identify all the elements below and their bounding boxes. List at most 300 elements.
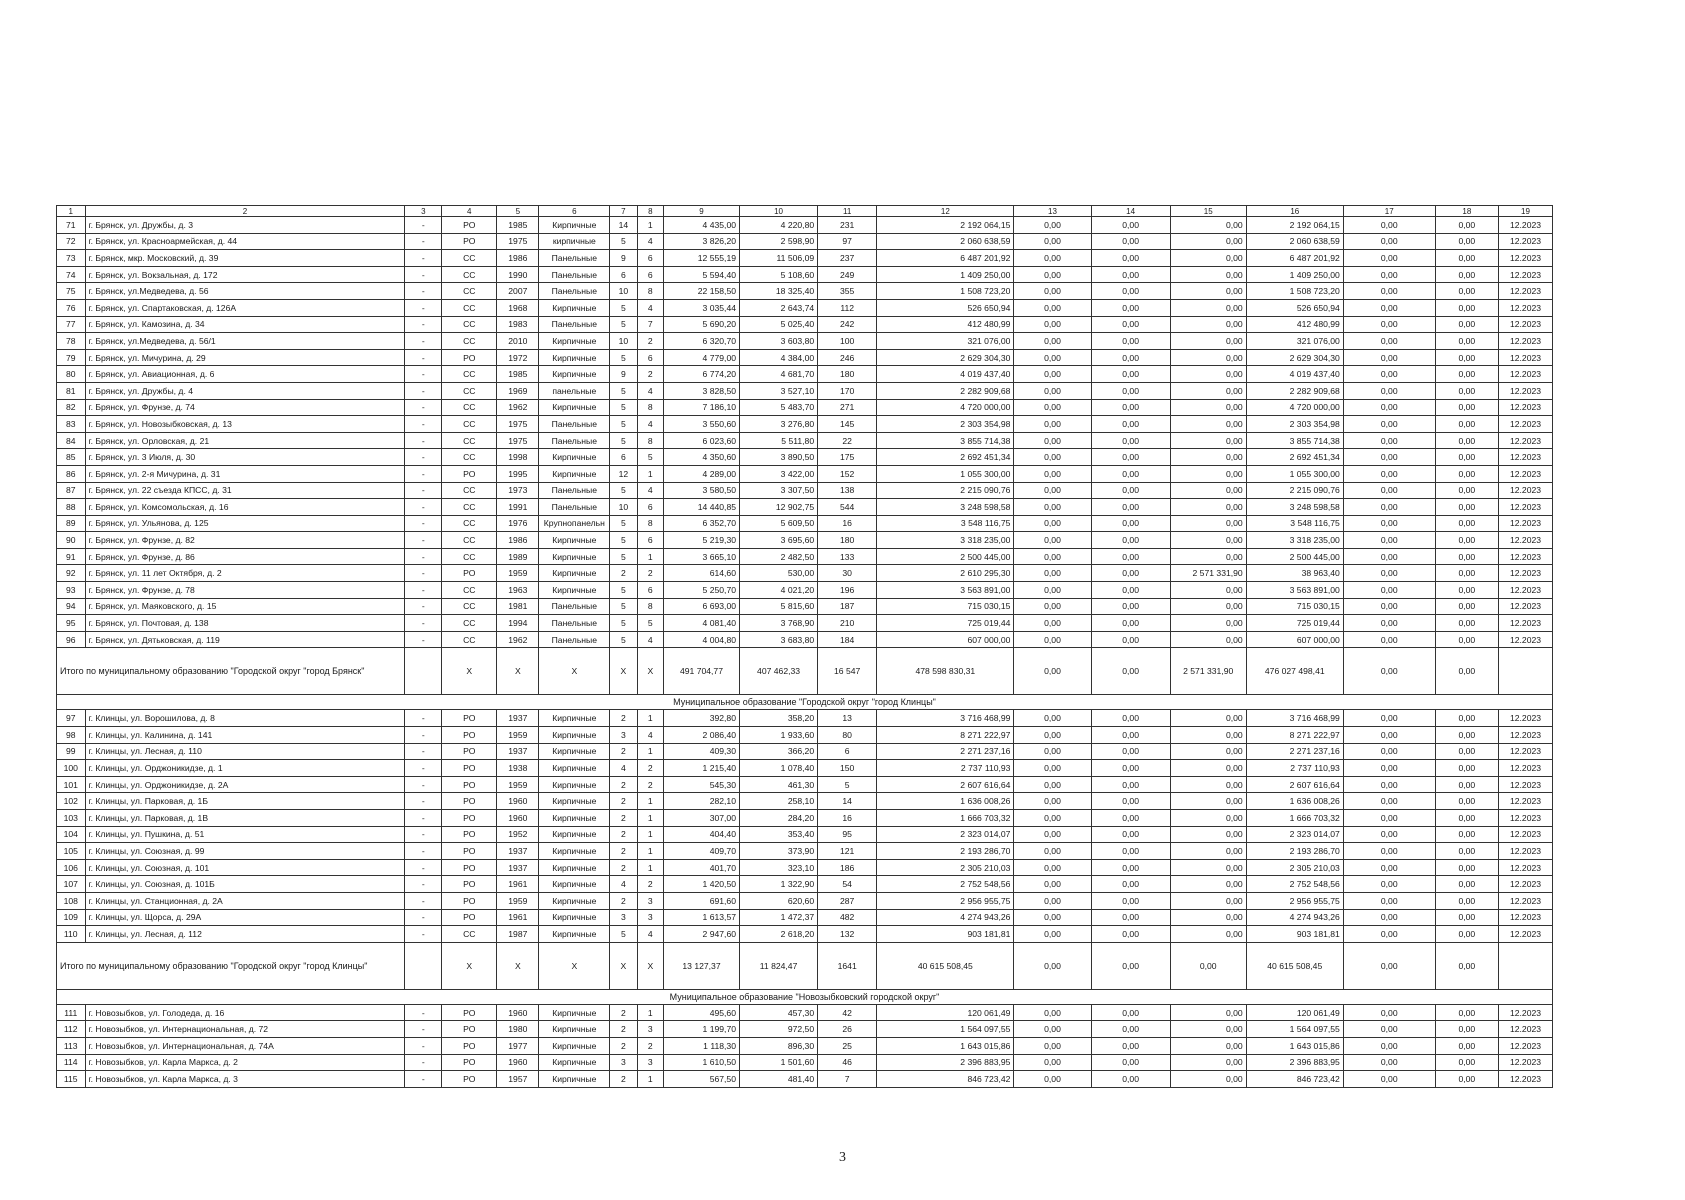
table-cell: - [405,449,442,466]
table-cell: г. Клинцы, ул. Союзная, д. 99 [85,843,405,860]
table-cell: 12.2023 [1499,1054,1553,1071]
total-cell: 0,00 [1014,648,1091,695]
table-cell: 11 506,09 [740,250,818,267]
table-cell: 0,00 [1014,1021,1091,1038]
table-cell: 0,00 [1014,515,1091,532]
table-row [57,333,1553,350]
table-cell: 0,00 [1091,876,1170,893]
table-row [57,631,1553,648]
table-cell: - [405,776,442,793]
table-cell: 0,00 [1435,515,1498,532]
table-cell: 0,00 [1343,1037,1435,1054]
table-cell: 5 [610,615,637,632]
table-cell: 0,00 [1091,710,1170,727]
table-cell: 0,00 [1435,743,1498,760]
table-cell: 6 [637,349,663,366]
table-row [57,1004,1553,1021]
table-cell: 0,00 [1014,598,1091,615]
table-cell: 12.2023 [1499,382,1553,399]
table-cell: СС [442,399,497,416]
table-cell: 0,00 [1170,909,1246,926]
table-cell: 0,00 [1343,349,1435,366]
table-cell: 0,00 [1435,1004,1498,1021]
table-cell: 0,00 [1170,233,1246,250]
table-cell: 3 548 116,75 [1246,515,1343,532]
table-cell: 0,00 [1091,810,1170,827]
table-cell: 9 [610,366,637,383]
table-cell: 0,00 [1435,449,1498,466]
table-cell: 1 666 703,32 [877,810,1014,827]
table-cell: Панельные [539,615,610,632]
table-cell: 1977 [497,1037,539,1054]
total-cell: 491 704,77 [664,648,740,695]
table-cell: 5 483,70 [740,399,818,416]
table-cell: 5 594,40 [664,266,740,283]
table-cell: 2007 [497,283,539,300]
table-cell: 0,00 [1170,892,1246,909]
table-cell: 567,50 [664,1071,740,1088]
table-cell: 0,00 [1091,631,1170,648]
table-cell: 1961 [497,909,539,926]
table-cell: 5 [610,399,637,416]
table-cell: г. Брянск, ул. Дружбы, д. 4 [85,382,405,399]
table-cell: 3 548 116,75 [877,515,1014,532]
table-cell: 0,00 [1435,565,1498,582]
table-cell: 0,00 [1014,710,1091,727]
table-cell: 2 [637,776,663,793]
table-cell: 0,00 [1343,1004,1435,1021]
table-cell: 0,00 [1435,582,1498,599]
table-cell: РО [442,217,497,234]
table-cell: 6 [610,449,637,466]
table-cell: 0,00 [1435,843,1498,860]
table-cell: г. Клинцы, ул. Орджоникидзе, д. 2А [85,776,405,793]
table-cell: 1973 [497,482,539,499]
table-cell: 12.2023 [1499,776,1553,793]
table-cell: 97 [57,710,86,727]
table-cell: 0,00 [1435,892,1498,909]
table-cell: 14 [818,793,877,810]
table-cell: - [405,416,442,433]
table-cell: г. Брянск, ул. Фрунзе, д. 86 [85,548,405,565]
table-cell: 0,00 [1435,299,1498,316]
table-cell: 1 508 723,20 [1246,283,1343,300]
total-cell: 478 598 830,31 [877,648,1014,695]
table-cell: 1 199,70 [664,1021,740,1038]
table-cell: СС [442,548,497,565]
table-cell: г. Брянск, ул. Красноармейская, д. 44 [85,233,405,250]
total-cell: 0,00 [1091,648,1170,695]
table-cell: 412 480,99 [1246,316,1343,333]
table-cell: 1 [637,548,663,565]
table-cell: - [405,760,442,777]
table-cell: 3 [637,892,663,909]
table-cell: 0,00 [1170,217,1246,234]
table-cell: 0,00 [1170,465,1246,482]
table-cell: Кирпичные [539,399,610,416]
table-cell: 0,00 [1170,793,1246,810]
table-cell: 2 [610,793,637,810]
table-cell: РО [442,859,497,876]
table-cell: 0,00 [1014,432,1091,449]
table-cell: 12.2023 [1499,892,1553,909]
table-cell: 175 [818,449,877,466]
table-cell: 14 [610,217,637,234]
table-cell: 102 [57,793,86,810]
table-cell: - [405,631,442,648]
table-cell: 0,00 [1091,266,1170,283]
table-cell: 2 396 883,95 [877,1054,1014,1071]
table-cell: 258,10 [740,793,818,810]
table-cell: - [405,1021,442,1038]
table-cell: Кирпичные [539,926,610,943]
table-cell: 74 [57,266,86,283]
table-cell: 22 [818,432,877,449]
table-cell: 12.2023 [1499,876,1553,893]
table-cell: 4 004,80 [664,631,740,648]
table-cell: Кирпичные [539,1071,610,1088]
table-cell: 12.2023 [1499,727,1553,744]
table-cell: 0,00 [1343,532,1435,549]
table-cell: Панельные [539,316,610,333]
table-row [57,1071,1553,1088]
table-row [57,810,1553,827]
table-cell: РО [442,1004,497,1021]
table-cell: Кирпичные [539,843,610,860]
table-cell: 5 [637,615,663,632]
table-cell: РО [442,565,497,582]
table-cell: Кирпичные [539,760,610,777]
table-cell: Кирпичные [539,909,610,926]
table-cell: 0,00 [1091,1071,1170,1088]
table-cell: 12.2023 [1499,582,1553,599]
table-cell: 0,00 [1091,316,1170,333]
table-cell: 2 282 909,68 [877,382,1014,399]
table-cell: 0,00 [1170,859,1246,876]
table-cell: 0,00 [1435,909,1498,926]
table-cell: 12.2023 [1499,565,1553,582]
table-cell: 2 692 451,34 [1246,449,1343,466]
table-cell: - [405,876,442,893]
table-cell: 0,00 [1435,416,1498,433]
table-cell: Панельные [539,416,610,433]
table-cell: Кирпичные [539,793,610,810]
table-cell: РО [442,465,497,482]
table-row [57,843,1553,860]
table-cell: г. Клинцы, ул. Союзная, д. 101 [85,859,405,876]
table-cell: 0,00 [1435,283,1498,300]
table-cell: 12.2023 [1499,515,1553,532]
table-cell: 6 487 201,92 [1246,250,1343,267]
column-number-8: 8 [637,206,663,217]
table-cell: 5 250,70 [664,582,740,599]
table-cell: 6 [637,582,663,599]
housing-table-sheet [56,205,1553,1088]
table-cell: 0,00 [1343,366,1435,383]
table-cell: г. Новозыбков, ул. Интернациональная, д. 72 [85,1021,405,1038]
table-cell: 12.2023 [1499,843,1553,860]
table-cell: 12 [610,465,637,482]
table-cell: 0,00 [1343,499,1435,516]
table-cell: 0,00 [1343,416,1435,433]
table-cell: 0,00 [1091,776,1170,793]
table-cell: 95 [57,615,86,632]
table-cell: 1 643 015,86 [1246,1037,1343,1054]
table-cell: 12.2023 [1499,760,1553,777]
table-cell: - [405,892,442,909]
column-number-2: 2 [85,206,405,217]
table-cell: 12.2023 [1499,432,1553,449]
table-cell: 482 [818,909,877,926]
table-cell: г. Клинцы, ул. Лесная, д. 112 [85,926,405,943]
table-cell: 1987 [497,926,539,943]
table-cell: 0,00 [1343,432,1435,449]
table-cell: 607 000,00 [877,631,1014,648]
table-cell: 3 890,50 [740,449,818,466]
table-cell: 0,00 [1014,349,1091,366]
table-cell: 72 [57,233,86,250]
table-cell: 607 000,00 [1246,631,1343,648]
table-cell: 0,00 [1091,283,1170,300]
total-cell: 476 027 498,41 [1246,648,1343,695]
table-cell: 0,00 [1170,843,1246,860]
table-cell: 0,00 [1091,217,1170,234]
table-row [57,793,1553,810]
table-cell: 138 [818,482,877,499]
table-cell: 0,00 [1014,382,1091,399]
table-cell: 5 [610,631,637,648]
table-cell: 0,00 [1343,892,1435,909]
table-cell: 5 [610,548,637,565]
table-cell: СС [442,283,497,300]
table-cell: 133 [818,548,877,565]
table-cell: панельные [539,382,610,399]
table-cell: 0,00 [1435,793,1498,810]
table-cell: 1 501,60 [740,1054,818,1071]
table-cell: 110 [57,926,86,943]
total-cell: 0,00 [1343,648,1435,695]
table-cell: 0,00 [1343,565,1435,582]
table-cell: 0,00 [1091,299,1170,316]
table-cell: 3 307,50 [740,482,818,499]
table-cell: 2 752 548,56 [877,876,1014,893]
table-cell: 0,00 [1343,793,1435,810]
table-row [57,465,1553,482]
table-row [57,598,1553,615]
table-row [57,299,1553,316]
table-cell: СС [442,631,497,648]
table-cell: 0,00 [1435,727,1498,744]
table-cell: 0,00 [1343,582,1435,599]
table-row [57,1054,1553,1071]
table-cell: 231 [818,217,877,234]
municipality-total-row [57,942,1553,989]
table-cell: 1938 [497,760,539,777]
table-row [57,548,1553,565]
table-cell: 1957 [497,1071,539,1088]
table-cell: 2 215 090,76 [877,482,1014,499]
table-cell: 2 607 616,64 [877,776,1014,793]
table-cell: 2 [637,366,663,383]
table-cell: 0,00 [1343,1071,1435,1088]
table-cell: 0,00 [1091,382,1170,399]
table-cell: 0,00 [1170,876,1246,893]
table-cell: 1 [637,793,663,810]
table-cell: 3 563 891,00 [1246,582,1343,599]
table-cell: 4 384,00 [740,349,818,366]
table-cell: Крупнопанельн [539,515,610,532]
table-cell: 12.2023 [1499,548,1553,565]
table-cell: 0,00 [1091,1021,1170,1038]
table-cell: 0,00 [1170,266,1246,283]
table-cell: 12.2023 [1499,465,1553,482]
table-cell: 4 220,80 [740,217,818,234]
total-cell: 407 462,33 [740,648,818,695]
table-cell: 0,00 [1014,217,1091,234]
table-cell: Панельные [539,283,610,300]
table-cell: СС [442,598,497,615]
table-cell: 2 [610,843,637,860]
table-cell: - [405,266,442,283]
table-cell: г. Брянск, ул. Дружбы, д. 3 [85,217,405,234]
table-cell: 3 248 598,58 [1246,499,1343,516]
table-row [57,1021,1553,1038]
table-cell: 3 768,90 [740,615,818,632]
table-cell: 132 [818,926,877,943]
table-cell: 0,00 [1091,582,1170,599]
table-cell: 6 320,70 [664,333,740,350]
table-cell: 12.2023 [1499,349,1553,366]
table-row [57,582,1553,599]
table-cell: 152 [818,465,877,482]
table-cell: 1 [637,465,663,482]
table-cell: РО [442,826,497,843]
column-number-9: 9 [664,206,740,217]
table-cell: 12 902,75 [740,499,818,516]
table-cell: 0,00 [1343,926,1435,943]
table-cell: 4 019 437,40 [1246,366,1343,383]
table-cell: г. Брянск, ул. Ульянова, д. 125 [85,515,405,532]
table-cell: 0,00 [1343,299,1435,316]
table-row [57,532,1553,549]
table-cell: 1 [637,826,663,843]
table-cell: 0,00 [1343,233,1435,250]
table-cell: 0,00 [1343,843,1435,860]
table-cell: РО [442,1054,497,1071]
table-cell: 94 [57,598,86,615]
table-cell: 80 [818,727,877,744]
table-row [57,760,1553,777]
table-cell: - [405,859,442,876]
table-cell: 0,00 [1091,366,1170,383]
table-row [57,233,1553,250]
table-cell: 3 855 714,38 [877,432,1014,449]
table-cell: Кирпичные [539,565,610,582]
table-cell: 12.2023 [1499,810,1553,827]
table-cell: 3 716 468,99 [1246,710,1343,727]
table-cell: 0,00 [1435,548,1498,565]
table-cell: 323,10 [740,859,818,876]
table-cell: 0,00 [1343,615,1435,632]
table-cell: 1 [637,859,663,876]
table-cell: 0,00 [1343,283,1435,300]
table-cell: 2 [610,743,637,760]
table-cell: 2 271 237,16 [877,743,1014,760]
table-cell: 5 [610,349,637,366]
table-cell: 409,30 [664,743,740,760]
table-cell: 186 [818,859,877,876]
table-cell: Кирпичные [539,217,610,234]
table-cell: 12.2023 [1499,283,1553,300]
table-row [57,909,1553,926]
table-cell: РО [442,760,497,777]
table-cell: г. Брянск, ул. Авиационная, д. 6 [85,366,405,383]
table-cell: 0,00 [1343,449,1435,466]
total-cell: 16 547 [818,648,877,695]
table-cell: г. Брянск, ул. Мичурина, д. 29 [85,349,405,366]
table-cell: 101 [57,776,86,793]
table-cell: СС [442,482,497,499]
table-cell: 12.2023 [1499,217,1553,234]
table-cell: 2 192 064,15 [877,217,1014,234]
table-cell: 106 [57,859,86,876]
table-cell: СС [442,250,497,267]
table-cell: 0,00 [1014,465,1091,482]
table-cell: 1960 [497,810,539,827]
table-cell: 107 [57,876,86,893]
table-cell: 1937 [497,743,539,760]
total-label: Итого по муниципальному образованию "Городской округ "город Клинцы" [57,942,405,989]
table-cell: 0,00 [1170,710,1246,727]
table-cell: г. Новозыбков, ул. Интернациональная, д. 74А [85,1037,405,1054]
table-cell: СС [442,366,497,383]
table-cell: СС [442,532,497,549]
table-cell: 22 158,50 [664,283,740,300]
table-cell: 2 [637,876,663,893]
table-cell: г. Брянск, ул. Фрунзе, д. 78 [85,582,405,599]
total-cell: 0,00 [1170,942,1246,989]
table-cell: 2 500 445,00 [1246,548,1343,565]
table-cell: 1937 [497,843,539,860]
table-cell: 87 [57,482,86,499]
table-cell: 0,00 [1170,743,1246,760]
table-cell: 12.2023 [1499,743,1553,760]
table-cell: 86 [57,465,86,482]
table-cell: 4 [637,482,663,499]
table-cell: 5 [610,532,637,549]
table-cell: 0,00 [1091,793,1170,810]
table-cell: Кирпичные [539,810,610,827]
table-cell: 0,00 [1343,266,1435,283]
table-cell: 0,00 [1435,432,1498,449]
table-cell: 105 [57,843,86,860]
table-cell: 1 472,37 [740,909,818,926]
table-cell: г. Брянск, ул. 2-я Мичурина, д. 31 [85,465,405,482]
total-cell: X [497,942,539,989]
table-cell: 242 [818,316,877,333]
table-row [57,515,1553,532]
table-cell: 0,00 [1014,1037,1091,1054]
table-cell: 0,00 [1435,598,1498,615]
table-cell: 0,00 [1091,333,1170,350]
table-row [57,926,1553,943]
table-cell: 0,00 [1435,482,1498,499]
table-cell: 0,00 [1343,743,1435,760]
table-cell: 170 [818,382,877,399]
table-row [57,727,1553,744]
table-cell: 4 720 000,00 [877,399,1014,416]
table-row [57,1037,1553,1054]
